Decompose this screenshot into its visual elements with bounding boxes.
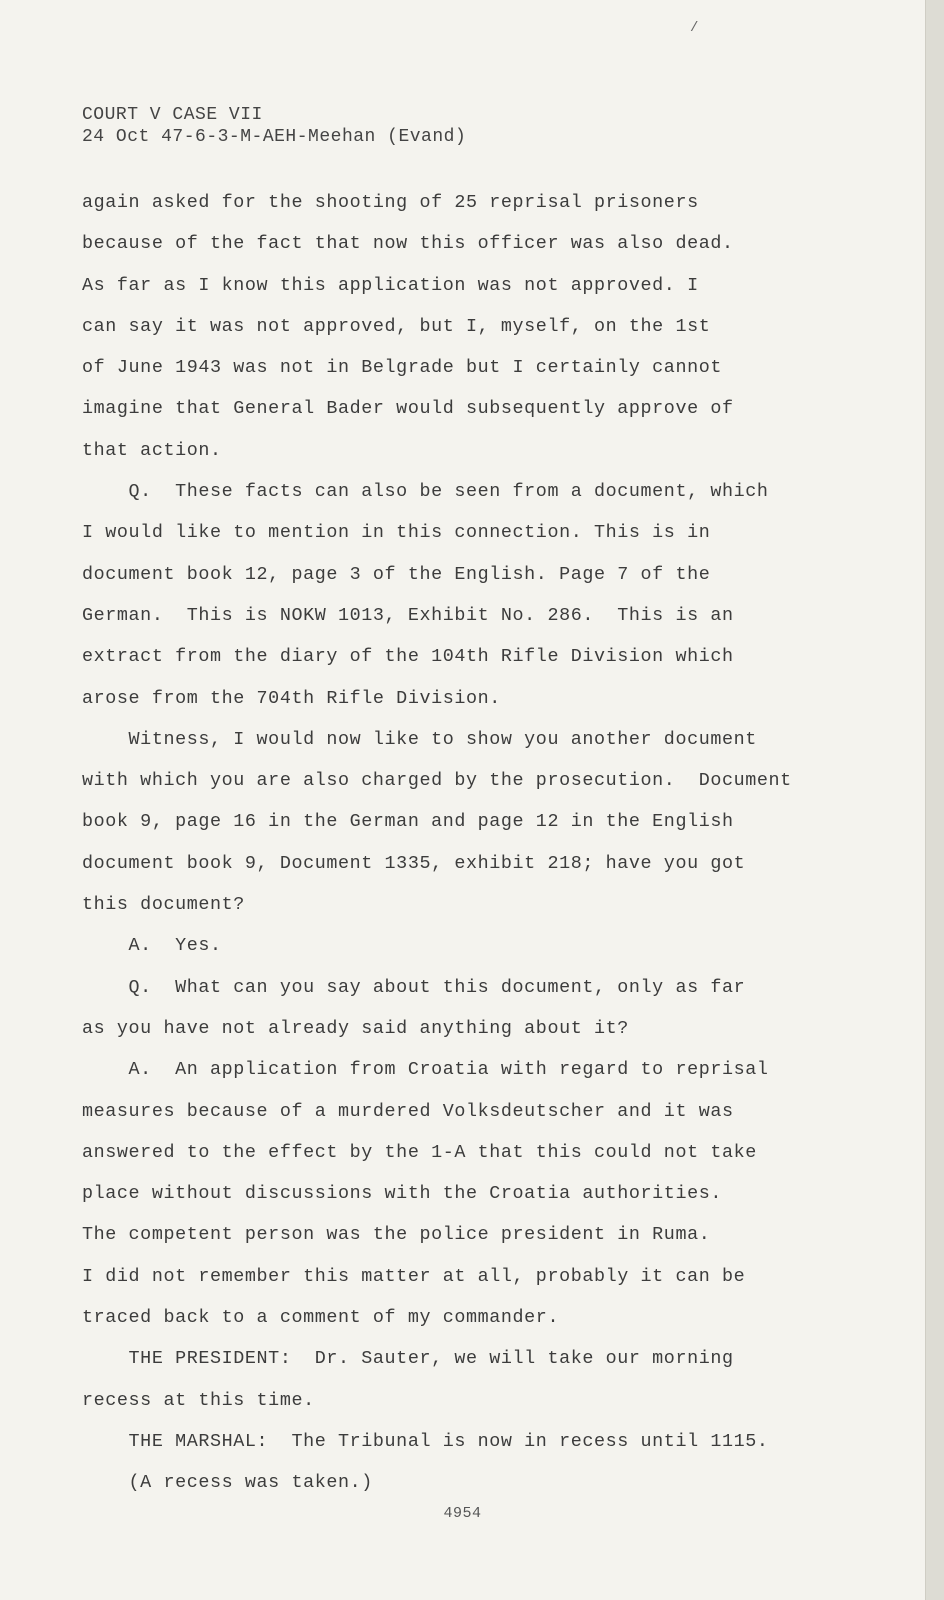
transcript-line: this document? (82, 894, 245, 916)
transcript-line: Witness, I would now like to show you another document (82, 728, 757, 750)
transcript-line: traced back to a comment of my commander. (82, 1307, 560, 1329)
transcript-line: The competent person was the police president in Ruma. (82, 1224, 711, 1246)
transcript-line: I did not remember this matter at all, probably it can be (82, 1265, 746, 1287)
transcript-line: that action. (82, 439, 222, 461)
transcript-line: of June 1943 was not in Belgrade but I certainly cannot (82, 357, 722, 379)
transcript-line: as you have not already said anything about it? (82, 1017, 629, 1039)
transcript-line: Q. These facts can also be seen from a document, which (82, 481, 769, 503)
transcript-line: with which you are also charged by the prosecution. Document (82, 770, 792, 792)
transcript-line: THE MARSHAL: The Tribunal is now in recess until 1115. (82, 1430, 769, 1452)
transcript-line: recess at this time. (82, 1389, 315, 1411)
transcript-line: A. An application from Croatia with regard to reprisal (82, 1059, 769, 1081)
transcript-line: because of the fact that now this officer was also dead. (82, 233, 734, 255)
page-edge (925, 0, 944, 1600)
transcript-line: (A recess was taken.) (82, 1472, 373, 1494)
transcript-line: book 9, page 16 in the German and page 12 in the English (82, 811, 734, 833)
transcript-line: again asked for the shooting of 25 reprisal prisoners (82, 192, 699, 213)
transcript-line: German. This is NOKW 1013, Exhibit No. 286. This is an (82, 604, 734, 626)
transcript-line: As far as I know this application was not approved. I (82, 274, 699, 296)
pencil-mark: / (690, 20, 699, 36)
transcript-line: I would like to mention in this connection. This is in (82, 522, 711, 544)
transcript-line: document book 9, Document 1335, exhibit 218; have you got (82, 852, 746, 874)
page-number: 4954 (443, 1505, 482, 1522)
court-case-label: COURT V CASE VII (82, 105, 263, 125)
transcript-line: can say it was not approved, but I, myself, on the 1st (82, 315, 711, 337)
transcript-line: document book 12, page 3 of the English. Page 7 of the (82, 563, 711, 585)
transcript-line: imagine that General Bader would subsequently approve of (82, 398, 734, 420)
transcript-body (82, 182, 842, 1504)
transcript-line: answered to the effect by the 1-A that this could not take (82, 1141, 757, 1163)
transcript-line: measures because of a murdered Volksdeutscher and it was (82, 1100, 734, 1122)
transcript-line: A. Yes. (82, 935, 222, 957)
transcript-line: extract from the diary of the 104th Rifle Division which (82, 646, 734, 668)
transcript-line: arose from the 704th Rifle Division. (82, 687, 501, 709)
document-header (82, 104, 466, 148)
transcript-line: Q. What can you say about this document, only as far (82, 976, 746, 998)
transcript-line: place without discussions with the Croatia authorities. (82, 1183, 722, 1205)
session-reference: 24 Oct 47-6-3-M-AEH-Meehan (Evand) (82, 127, 467, 147)
transcript-line: THE PRESIDENT: Dr. Sauter, we will take our morning (82, 1348, 734, 1370)
